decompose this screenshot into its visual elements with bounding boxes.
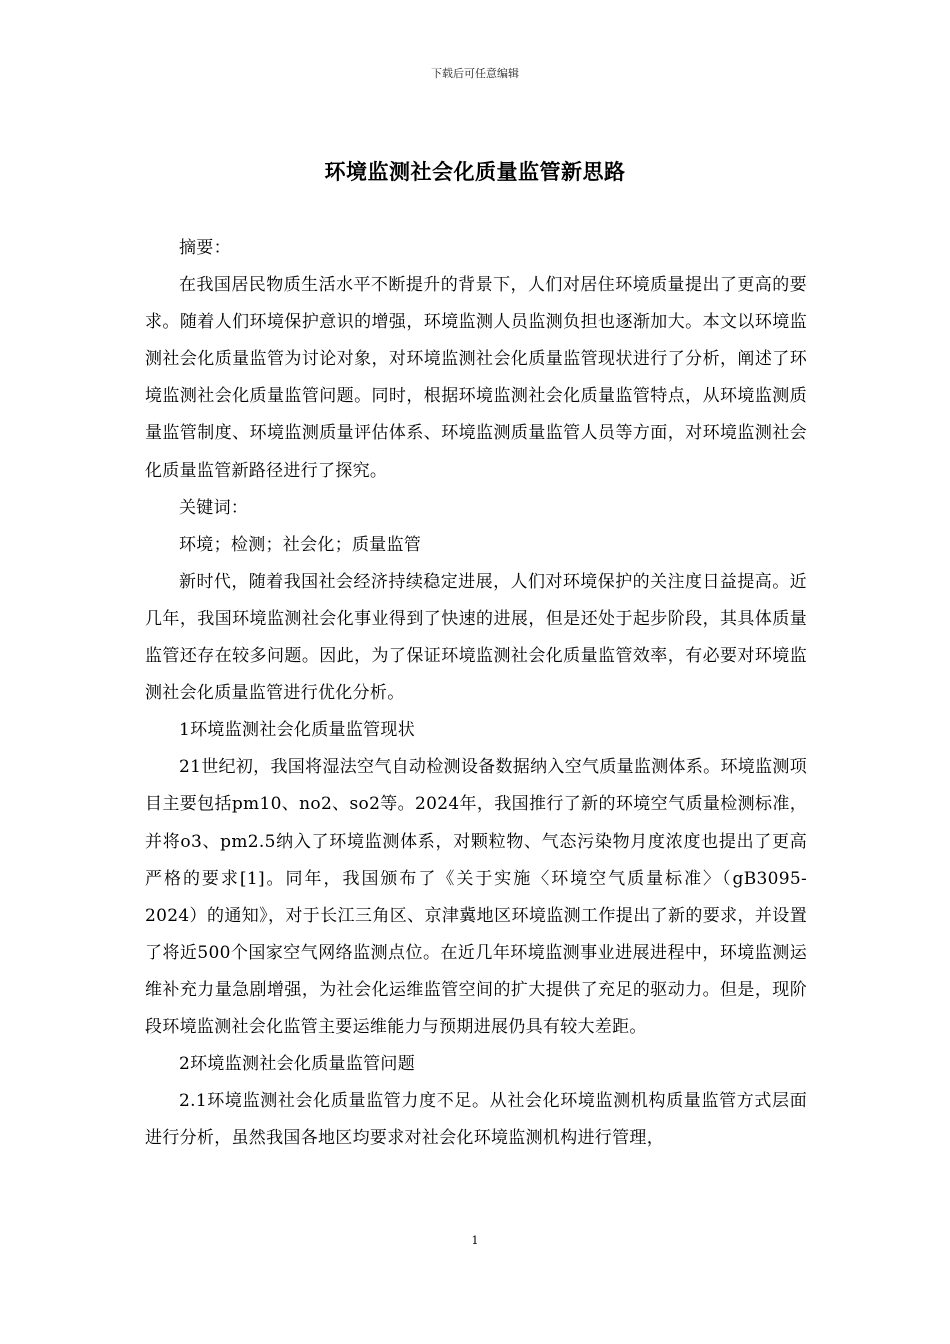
section-heading-1: 1环境监测社会化质量监管现状 <box>179 720 416 741</box>
document-title: 环境监测社会化质量监管新思路 <box>324 159 626 184</box>
document-body <box>145 230 807 1157</box>
keywords-list: 环境；检测；社会化；质量监管 <box>179 534 422 555</box>
page-header: 下载后可任意编辑 <box>431 67 519 80</box>
page-number: 1 <box>471 1234 479 1247</box>
keywords-label: 关键词： <box>179 497 249 518</box>
section-1-paragraph: 21世纪初，我国将湿法空气自动检测设备数据纳入空气质量监测体系。环境监测项目主要包括pm10、no2、so2等。2024年，我国推行了新的环境空气质量检测标准，并将o3、pm2.5纳入了环境监测体系，对颗粒物、气态污染物月度浓度也提出了更高严格的要求[1]。同年，我国颁布了《关于实施〈环境空气质量标准〉（gB3095-2024）的通知》，对于长江三角区、京津冀地区环境监测工作提出了新的要求，并设置了将近500个国家空气网络监测点位。在近几年环境监测事业进展进程中，环境监测运维补充力量急剧增强，为社会化运维监管空间的扩大提供了充足的驱动力。但是，现阶段环境监测社会化监管主要运维能力与预期进展仍具有较大差距。 <box>145 757 807 1037</box>
intro-paragraph: 新时代，随着我国社会经济持续稳定进展，人们对环境保护的关注度日益提高。近几年，我国环境监测社会化事业得到了快速的进展，但是还处于起步阶段，其具体质量监管还存在较多问题。因此，为了保证环境监测社会化质量监管效率，有必要对环境监测社会化质量监管进行优化分析。 <box>145 571 807 704</box>
abstract-paragraph: 在我国居民物质生活水平不断提升的背景下，人们对居住环境质量提出了更高的要求。随着人们环境保护意识的增强，环境监测人员监测负担也逐渐加大。本文以环境监测社会化质量监管为讨论对象，对环境监测社会化质量监管现状进行了分析，阐述了环境监测社会化质量监管问题。同时，根据环境监测社会化质量监管特点，从环境监测质量监管制度、环境监测质量评估体系、环境监测质量监管人员等方面，对环境监测社会化质量监管新路径进行了探究。 <box>145 275 807 481</box>
section-heading-2: 2环境监测社会化质量监管问题 <box>179 1054 416 1075</box>
abstract-label: 摘要： <box>179 238 231 258</box>
section-2-1-paragraph: 2.1环境监测社会化质量监管力度不足。从社会化环境监测机构质量监管方式层面进行分析，虽然我国各地区均要求对社会化环境监测机构进行管理， <box>145 1091 807 1149</box>
